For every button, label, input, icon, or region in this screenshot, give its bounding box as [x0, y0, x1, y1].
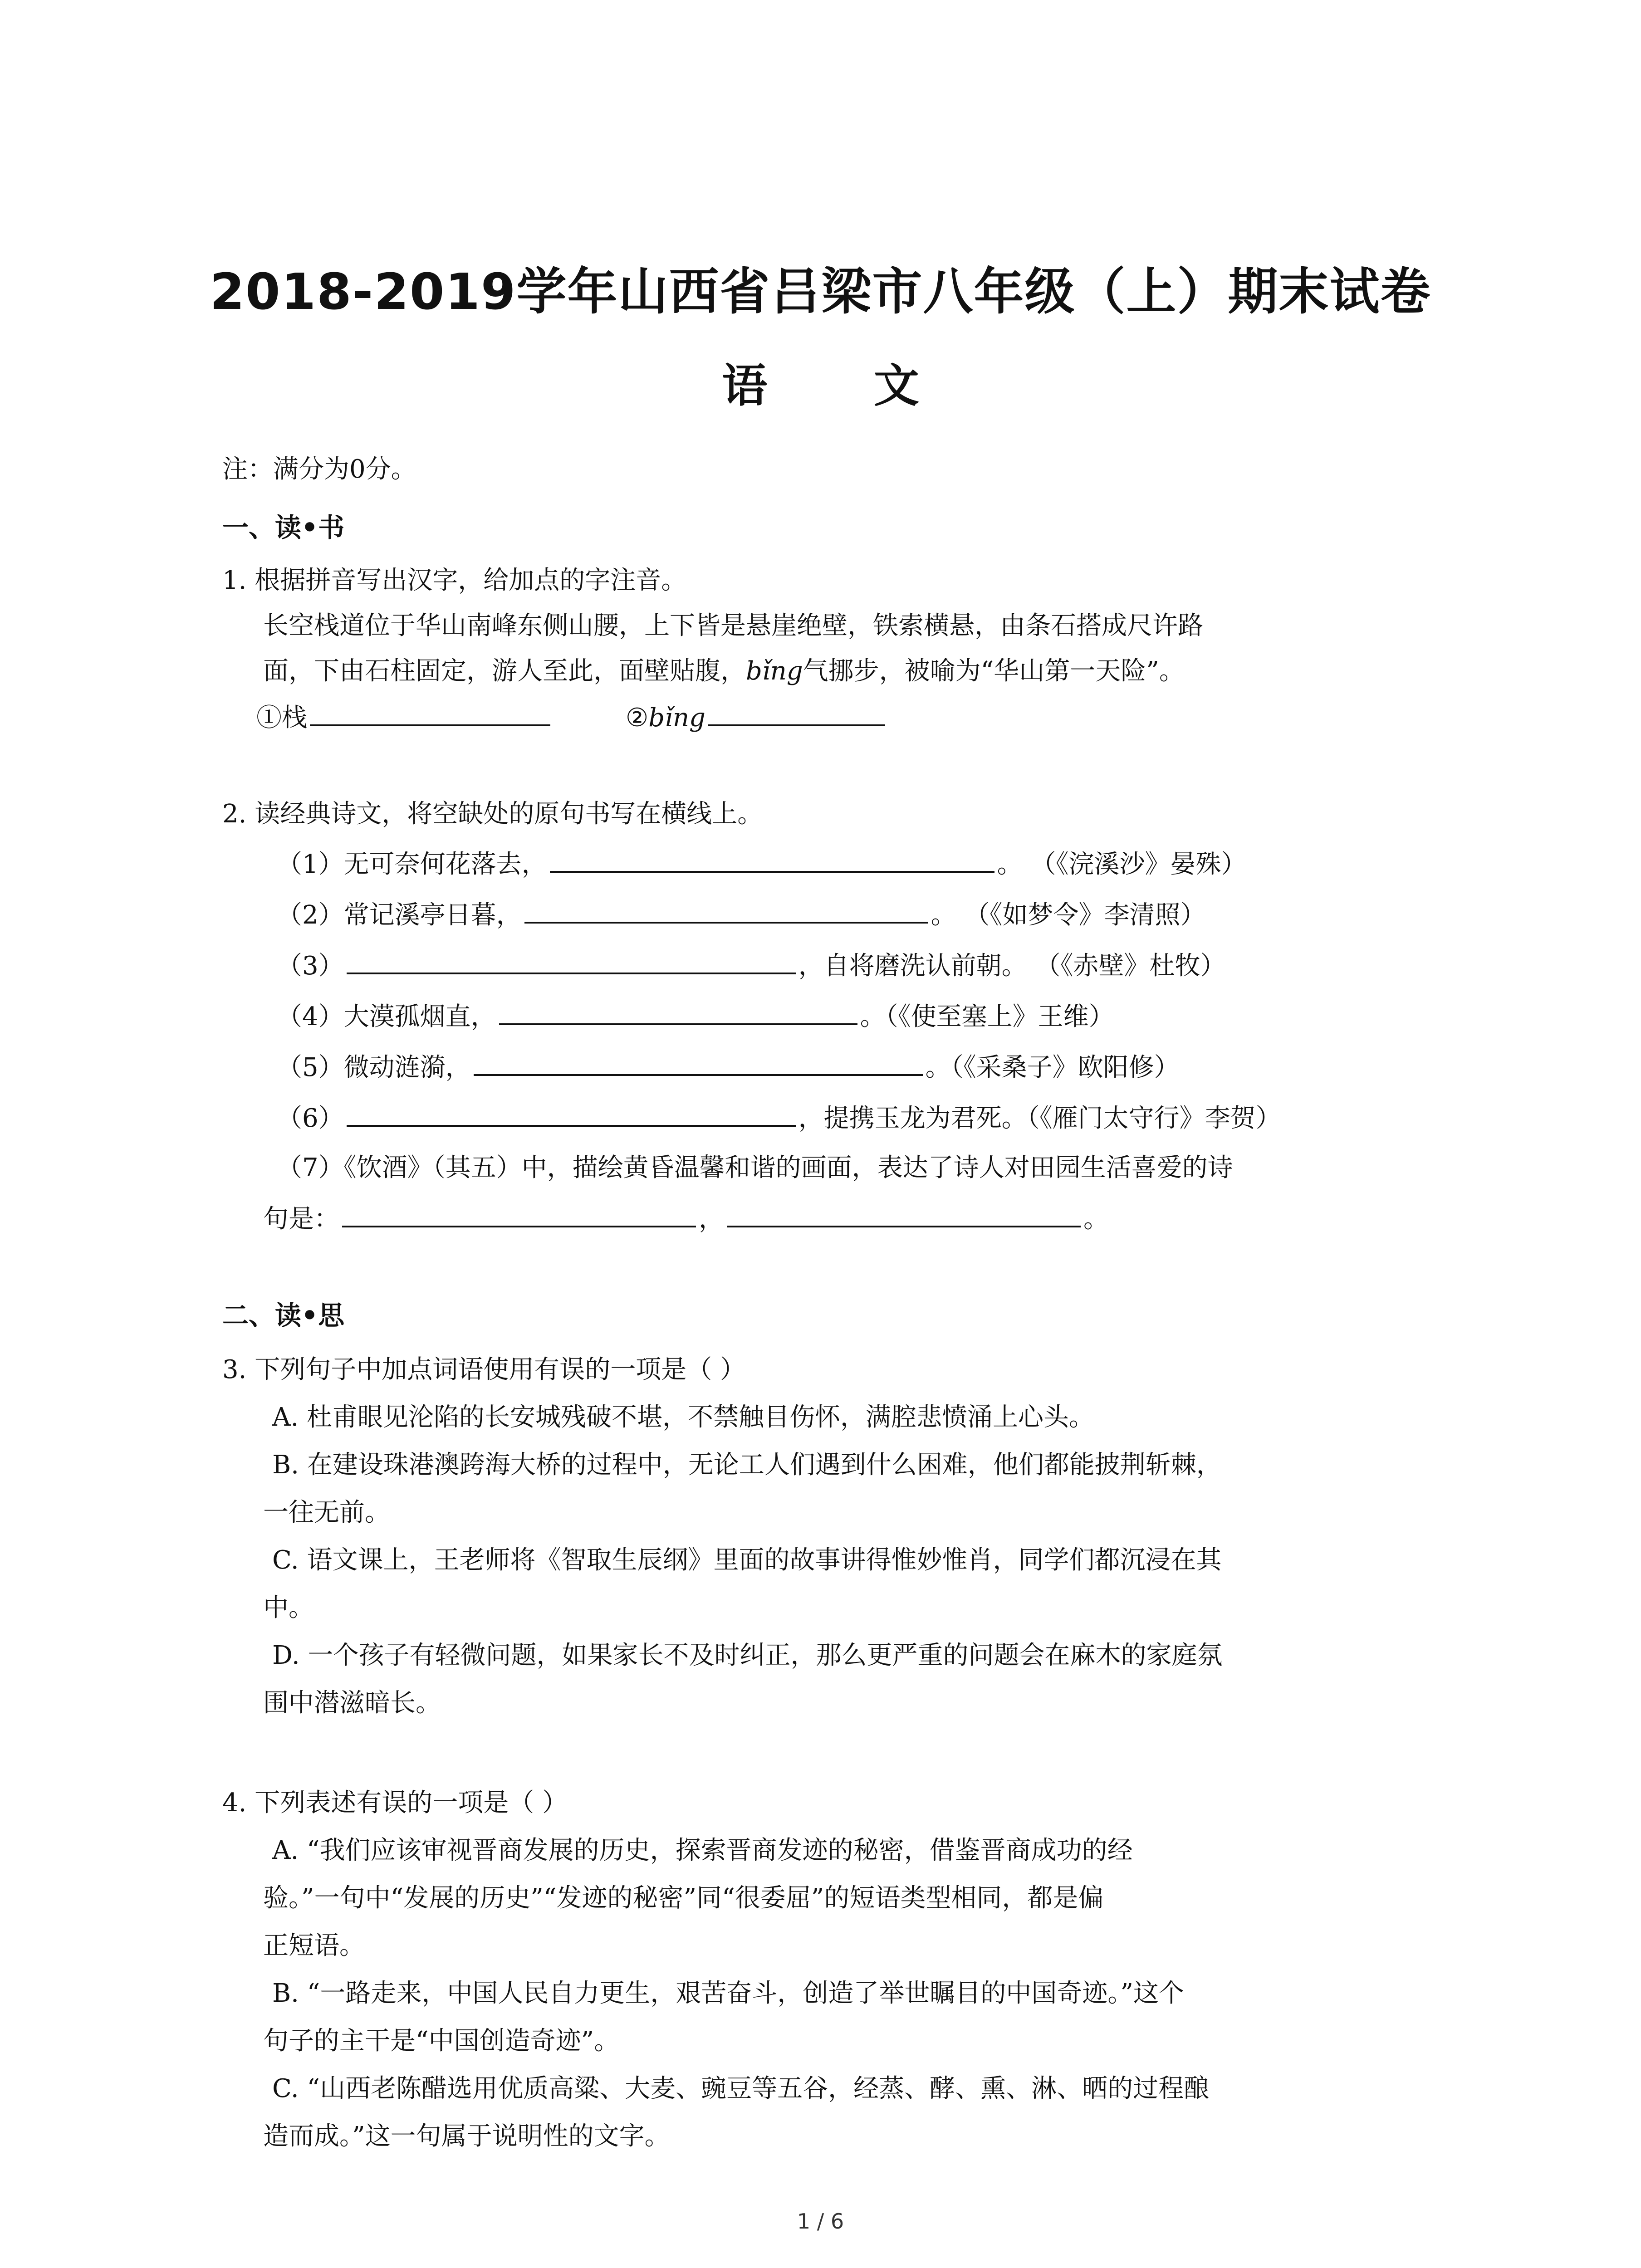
answer-blank[interactable]: [499, 1000, 857, 1025]
poem-line-8: [263, 1202, 1109, 1235]
answer-blank[interactable]: [524, 898, 928, 924]
question-4-option-b-cont: 句子的主干是“中国创造奇迹”。: [263, 2026, 620, 2056]
question-4-option-b: B. “一路走来，中国人民自力更生，艰苦奋斗，创造了举世瞩目的中国奇迹。”这个: [272, 1979, 1185, 2008]
answer-blank[interactable]: [342, 1202, 696, 1227]
exam-title: 2018-2019学年山西省吕梁市八年级（上）期末试卷: [210, 263, 1431, 321]
poem-source: 。（《采桑子》欧阳修）: [925, 1053, 1180, 1082]
answer-blank[interactable]: [727, 1202, 1081, 1227]
answer-blank[interactable]: [310, 701, 550, 726]
question-2-stem: 2. 读经典诗文，将空缺处的原句书写在横线上。: [222, 799, 763, 829]
poem-line-2: [277, 898, 1205, 931]
question-3-option-b-cont: 一往无前。: [263, 1498, 390, 1527]
question-4-option-a: A. “我们应该审视晋商发展的历史，探索晋商发迹的秘密，借鉴晋商成功的经: [272, 1836, 1133, 1865]
answer-label: ②: [626, 703, 649, 733]
question-4-option-a-cont: 验。”一句中“发展的历史”“发迹的秘密”同“很委屈”的短语类型相同，都是偏: [263, 1883, 1104, 1913]
poem-text: 句是：: [263, 1204, 339, 1234]
question-3-stem: 3. 下列句子中加点词语使用有误的一项是（ ）: [222, 1355, 746, 1384]
question-4-stem: 4. 下列表述有误的一项是（ ）: [222, 1788, 568, 1818]
passage-text: 面，下由石柱固定，游人至此，面壁贴腹，: [263, 656, 746, 686]
answer-label: ①栈: [256, 703, 307, 733]
poem-source: ，提携玉龙为君死。（《雁门太守行》李贺）: [798, 1104, 1281, 1133]
poem-text: （6）: [277, 1104, 344, 1133]
poem-text: （3）: [277, 951, 344, 981]
question-3-option-c: C. 语文课上，王老师将《智取生辰纲》里面的故事讲得惟妙惟肖，同学们都沉浸在其: [272, 1545, 1222, 1575]
question-3-option-d-cont: 围中潜滋暗长。: [263, 1688, 441, 1718]
answer-blank[interactable]: [347, 949, 796, 974]
poem-line-4: [277, 1000, 1114, 1033]
poem-text: ，: [699, 1204, 724, 1234]
answer-blank[interactable]: [347, 1101, 796, 1127]
answer-blank[interactable]: [550, 847, 994, 873]
poem-text: 。: [1083, 1204, 1109, 1234]
question-3-option-c-cont: 中。: [263, 1593, 314, 1623]
poem-text: （5）微动涟漪，: [277, 1053, 471, 1082]
subject-title: 语 文: [722, 359, 965, 412]
poem-source: 。 （《如梦令》李清照）: [931, 900, 1206, 930]
poem-line-1: [277, 847, 1246, 880]
answer-blank[interactable]: [708, 701, 885, 726]
poem-line-7: （7）《饮酒》（其五）中，描绘黄昏温馨和谐的画面，表达了诗人对田园生活喜爱的诗: [277, 1153, 1233, 1183]
poem-text: （1）无可奈何花落去，: [277, 850, 547, 879]
question-4-option-a-cont: 正短语。: [263, 1931, 365, 1960]
question-4-option-c: C. “山西老陈醋选用优质高粱、大麦、豌豆等五谷，经蒸、酵、熏、淋、晒的过程酿: [272, 2074, 1210, 2103]
question-3-option-d: D. 一个孩子有轻微问题，如果家长不及时纠正，那么更严重的问题会在麻木的家庭氛: [272, 1641, 1223, 1670]
poem-line-3: [277, 949, 1225, 982]
section-heading-reading-thinking: 二、读•思: [222, 1300, 345, 1331]
question-1-answer-row: [256, 701, 888, 734]
question-1-passage-line: 长空栈道位于华山南峰东侧山腰，上下皆是悬崖绝壁，铁索横悬，由条石搭成尺许路: [263, 611, 1203, 640]
score-note: 注：满分为0分。: [222, 455, 416, 484]
passage-text: 气挪步，被喻为“华山第一天险”。: [803, 656, 1185, 686]
poem-source: 。（《使至塞上》王维）: [860, 1002, 1114, 1031]
poem-line-5: [277, 1051, 1180, 1084]
answer-blank[interactable]: [474, 1051, 923, 1076]
poem-line-6: [277, 1101, 1281, 1134]
poem-text: （4）大漠孤烟直，: [277, 1002, 496, 1031]
pinyin-text: bǐng: [648, 703, 705, 733]
poem-source: ，自将磨洗认前朝。 （《赤壁》杜牧）: [798, 951, 1226, 981]
section-heading-reading-books: 一、读•书: [222, 512, 345, 543]
poem-text: （2）常记溪亭日暮，: [277, 900, 522, 930]
poem-source: 。 （《浣溪沙》晏殊）: [997, 850, 1247, 879]
question-3-option-b: B. 在建设珠港澳跨海大桥的过程中，无论工人们遇到什么困难，他们都能披荆斩棘，: [272, 1450, 1222, 1480]
question-1-stem: 1. 根据拼音写出汉字，给加点的字注音。: [222, 566, 687, 595]
question-4-option-c-cont: 造而成。”这一句属于说明性的文字。: [263, 2121, 670, 2151]
question-1-passage-line: [263, 655, 1185, 687]
page-number: 1 / 6: [797, 2209, 844, 2234]
pinyin-text: bǐng: [746, 656, 803, 686]
question-3-option-a: A. 杜甫眼见沦陷的长安城残破不堪，不禁触目伤怀，满腔悲愤涌上心头。: [272, 1403, 1095, 1432]
